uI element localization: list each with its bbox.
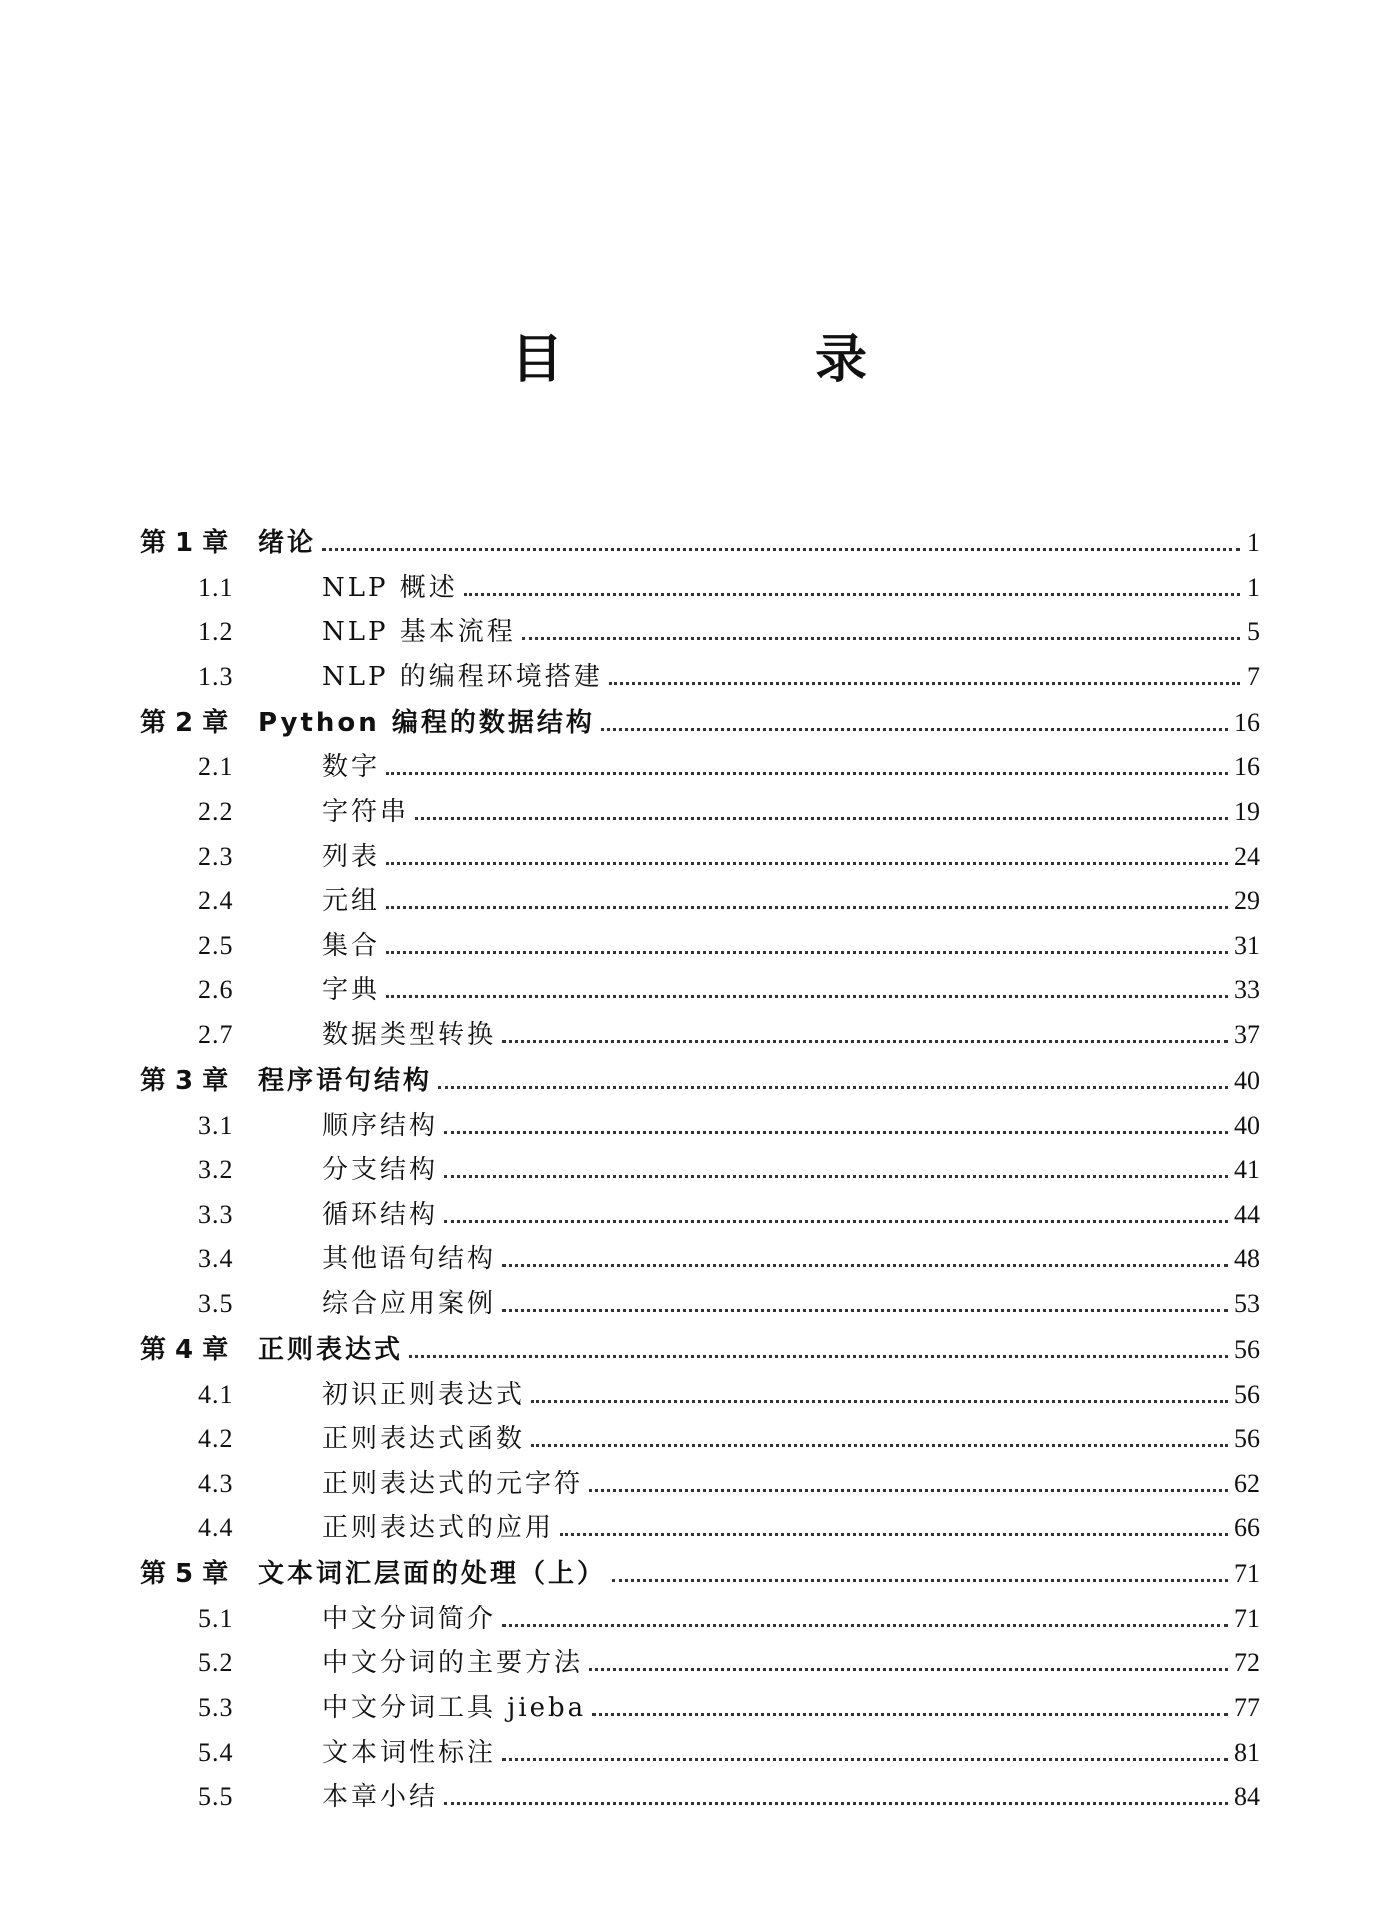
page-number: 77 (1234, 1693, 1260, 1723)
chapter-title: 文本词汇层面的处理（上） (258, 1559, 607, 1590)
section-number: 2.5 (198, 930, 234, 960)
page-number: 81 (1234, 1737, 1260, 1767)
chapter-title: 程序语句结构 (258, 1065, 433, 1096)
page-number: 56 (1234, 1424, 1260, 1454)
page-number: 16 (1234, 707, 1260, 737)
section-number: 4.1 (198, 1379, 234, 1409)
section-title: 文本词性标注 (322, 1737, 497, 1768)
toc-chapter-entry (140, 1052, 1260, 1098)
dot-leader (386, 906, 1228, 909)
dot-leader (444, 1175, 1228, 1178)
section-number: 2.4 (198, 886, 234, 916)
page-number: 37 (1234, 1019, 1260, 1049)
section-number: 5.5 (198, 1782, 234, 1812)
toc-section-entry (140, 1367, 1260, 1412)
dot-leader (502, 1624, 1228, 1627)
page-number: 72 (1234, 1648, 1260, 1678)
dot-leader (531, 1444, 1228, 1447)
page-number: 19 (1234, 796, 1260, 826)
section-number: 5.2 (198, 1648, 234, 1678)
dot-leader (612, 1579, 1228, 1582)
toc-section-entry (140, 1636, 1260, 1681)
section-title: 中文分词的主要方法 (322, 1648, 584, 1679)
toc-section-entry (140, 1276, 1260, 1321)
dot-leader (444, 1220, 1228, 1223)
page-number: 5 (1247, 617, 1260, 647)
section-number: 3.1 (198, 1110, 234, 1140)
dot-leader (464, 593, 1240, 596)
dot-leader (438, 1086, 1228, 1089)
page-number: 71 (1234, 1603, 1260, 1633)
toc-section-entry (140, 1591, 1260, 1636)
dot-leader (386, 862, 1228, 865)
dot-leader (502, 1309, 1228, 1312)
section-title: 数字 (322, 752, 381, 783)
section-number: 3.3 (198, 1199, 234, 1229)
dot-leader (386, 995, 1228, 998)
chapter-number: 第 2 章 (140, 707, 229, 738)
toc-section-entry (140, 740, 1260, 785)
dot-leader (444, 1802, 1228, 1805)
section-number: 2.1 (198, 752, 234, 782)
section-title: 正则表达式的元字符 (322, 1468, 584, 1499)
page-number: 48 (1234, 1244, 1260, 1274)
dot-leader (444, 1131, 1228, 1134)
page-number: 33 (1234, 975, 1260, 1005)
section-number: 5.4 (198, 1737, 234, 1767)
section-number: 5.3 (198, 1693, 234, 1723)
section-number: 4.2 (198, 1424, 234, 1454)
page-number: 7 (1247, 661, 1260, 691)
section-title: 列表 (322, 841, 381, 872)
section-title: 中文分词工具 jieba (322, 1693, 587, 1724)
page-number: 24 (1234, 841, 1260, 871)
section-number: 1.3 (198, 661, 234, 691)
section-number: 4.3 (198, 1468, 234, 1498)
toc-section-entry (140, 829, 1260, 874)
toc-chapter-entry (140, 514, 1260, 560)
section-title: 初识正则表达式 (322, 1379, 526, 1410)
chapter-title: Python 编程的数据结构 (258, 707, 595, 738)
section-title: NLP 基本流程 (322, 617, 516, 648)
section-title: 循环结构 (322, 1199, 439, 1230)
section-number: 2.3 (198, 841, 234, 871)
toc-section-entry (140, 560, 1260, 605)
section-title: NLP 的编程环境搭建 (322, 661, 603, 692)
dot-leader (522, 637, 1240, 640)
section-number: 2.6 (198, 975, 234, 1005)
toc-section-entry (140, 1232, 1260, 1277)
section-title: 分支结构 (322, 1155, 439, 1186)
dot-leader (415, 817, 1228, 820)
dot-leader (589, 1668, 1228, 1671)
toc-section-entry (140, 1007, 1260, 1052)
chapter-number: 第 1 章 (140, 528, 229, 558)
section-number: 2.7 (198, 1019, 234, 1049)
section-number: 1.1 (198, 572, 234, 602)
toc-section-entry (140, 1725, 1260, 1770)
dot-leader (409, 1355, 1228, 1358)
toc-section-entry (140, 918, 1260, 963)
page-number: 66 (1234, 1513, 1260, 1543)
section-number: 5.1 (198, 1603, 234, 1633)
page-number: 16 (1234, 752, 1260, 782)
dot-leader (386, 772, 1228, 775)
dot-leader (560, 1533, 1228, 1536)
section-number: 4.4 (198, 1513, 234, 1543)
section-number: 3.4 (198, 1244, 234, 1274)
table-of-contents (140, 514, 1260, 1814)
chapter-title: 绪论 (258, 528, 317, 558)
dot-leader (322, 548, 1240, 551)
page-number: 41 (1234, 1155, 1260, 1185)
page-number: 53 (1234, 1288, 1260, 1318)
toc-section-entry (140, 1143, 1260, 1188)
page-number: 40 (1234, 1065, 1260, 1095)
section-title: 字典 (322, 975, 381, 1006)
toc-section-entry (140, 1187, 1260, 1232)
page-number: 44 (1234, 1199, 1260, 1229)
section-title: 中文分词简介 (322, 1603, 497, 1634)
toc-section-entry (140, 874, 1260, 919)
chapter-number: 第 4 章 (140, 1334, 229, 1365)
page-number: 29 (1234, 886, 1260, 916)
page-number: 40 (1234, 1110, 1260, 1140)
toc-section-entry (140, 649, 1260, 694)
dot-leader (592, 1713, 1228, 1716)
page-number: 1 (1247, 528, 1260, 557)
chapter-title: 正则表达式 (258, 1334, 404, 1365)
page-number: 1 (1247, 572, 1260, 602)
section-title: NLP 概述 (322, 572, 458, 603)
toc-section-entry (140, 1456, 1260, 1501)
chapter-number: 第 3 章 (140, 1065, 229, 1096)
toc-section-entry (140, 1501, 1260, 1546)
page-title: 目 录 (510, 330, 967, 390)
section-title: 顺序结构 (322, 1110, 439, 1141)
page-number: 71 (1234, 1559, 1260, 1589)
toc-section-entry (140, 1412, 1260, 1457)
page-number: 56 (1234, 1379, 1260, 1409)
section-number: 3.5 (198, 1288, 234, 1318)
dot-leader (386, 951, 1228, 954)
dot-leader (502, 1264, 1228, 1267)
page-number: 31 (1234, 930, 1260, 960)
toc-chapter-entry (140, 1545, 1260, 1591)
dot-leader (601, 728, 1228, 731)
toc-section-entry (140, 784, 1260, 829)
dot-leader (502, 1758, 1228, 1761)
section-number: 1.2 (198, 617, 234, 647)
section-title: 数据类型转换 (322, 1019, 497, 1050)
section-title: 元组 (322, 886, 381, 917)
toc-section-entry (140, 605, 1260, 650)
toc-section-entry (140, 963, 1260, 1008)
section-title: 本章小结 (322, 1782, 439, 1813)
toc-section-entry (140, 1098, 1260, 1143)
page-number: 84 (1234, 1782, 1260, 1812)
chapter-number: 第 5 章 (140, 1559, 229, 1590)
page-number: 56 (1234, 1334, 1260, 1364)
dot-leader (589, 1489, 1228, 1492)
section-title: 综合应用案例 (322, 1288, 497, 1319)
section-title: 字符串 (322, 796, 410, 827)
toc-chapter-entry (140, 1321, 1260, 1367)
section-title: 正则表达式函数 (322, 1424, 526, 1455)
page-number: 62 (1234, 1468, 1260, 1498)
section-number: 2.2 (198, 796, 234, 826)
dot-leader (531, 1400, 1228, 1403)
section-title: 正则表达式的应用 (322, 1513, 555, 1544)
toc-chapter-entry (140, 694, 1260, 740)
toc-section-entry (140, 1680, 1260, 1725)
dot-leader (502, 1040, 1228, 1043)
toc-section-entry (140, 1770, 1260, 1815)
section-number: 3.2 (198, 1155, 234, 1185)
section-title: 其他语句结构 (322, 1244, 497, 1275)
section-title: 集合 (322, 930, 381, 961)
dot-leader (609, 682, 1240, 685)
